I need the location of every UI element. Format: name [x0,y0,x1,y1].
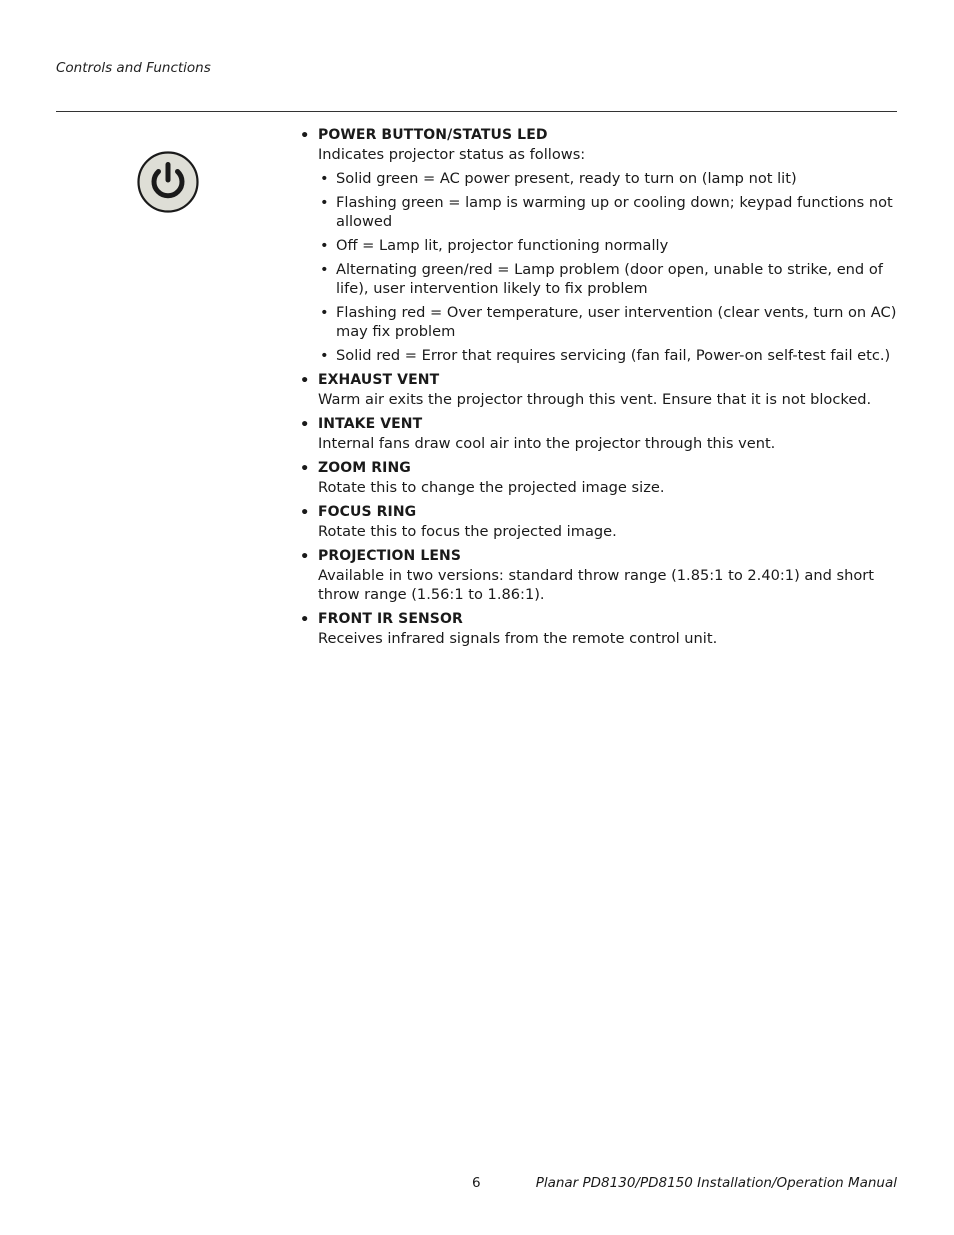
list-item [300,126,900,365]
bullet: • [300,611,310,628]
status-item [318,346,900,365]
item-description: Warm air exits the projector through this vent. Ensure that it is not blocked. [318,391,872,408]
bullet: • [320,194,329,211]
header-rule [56,111,897,112]
status-text: Flashing green = lamp is warming up or cooling down; keypad functions not allowed [336,194,893,230]
bullet: • [320,261,329,278]
list-item [300,610,900,648]
item-title: ZOOM RING [318,460,411,476]
item-description: Indicates projector status as follows: [318,146,586,163]
item-title: PROJECTION LENS [318,548,462,564]
controls-list [300,126,900,654]
status-item [318,236,900,255]
item-description: Internal fans draw cool air into the projector through this vent. [318,435,776,452]
bullet: • [300,372,310,389]
bullet: • [300,548,310,565]
item-title: POWER BUTTON/STATUS LED [318,127,548,143]
item-description: Receives infrared signals from the remote control unit. [318,630,718,647]
page-number: 6 [472,1175,481,1191]
bullet: • [300,460,310,477]
status-text: Flashing red = Over temperature, user intervention (clear vents, turn on AC) may fix problem [336,304,897,340]
item-title: FOCUS RING [318,504,417,520]
status-text: Solid green = AC power present, ready to turn on (lamp not lit) [336,170,797,187]
bullet: • [320,304,329,321]
status-list [318,169,900,365]
status-item [318,169,900,188]
status-text: Alternating green/red = Lamp problem (door open, unable to strike, end of life), user intervention likely to fix problem [336,261,883,297]
item-description: Rotate this to change the projected image size. [318,479,665,496]
manual-title: Planar PD8130/PD8150 Installation/Operation Manual [535,1175,897,1191]
bullet: • [320,347,329,364]
power-icon [136,150,200,214]
item-title: EXHAUST VENT [318,372,440,388]
status-item [318,260,900,298]
list-item [300,547,900,604]
list-item [300,459,900,497]
bullet: • [300,127,310,144]
bullet: • [320,170,329,187]
status-item [318,193,900,231]
list-item [300,415,900,453]
bullet: • [300,416,310,433]
bullet: • [320,237,329,254]
status-text: Off = Lamp lit, projector functioning normally [336,237,669,254]
item-description: Available in two versions: standard throw range (1.85:1 to 2.40:1) and short throw range (1.56:1 to 1.86:1). [318,567,875,603]
status-text: Solid red = Error that requires servicing (fan fail, Power-on self-test fail etc.) [336,347,891,364]
list-item [300,503,900,541]
item-title: INTAKE VENT [318,416,423,432]
bullet: • [300,504,310,521]
running-header: Controls and Functions [56,60,211,76]
status-item [318,303,900,341]
item-title: FRONT IR SENSOR [318,611,463,627]
item-description: Rotate this to focus the projected image. [318,523,617,540]
list-item [300,371,900,409]
